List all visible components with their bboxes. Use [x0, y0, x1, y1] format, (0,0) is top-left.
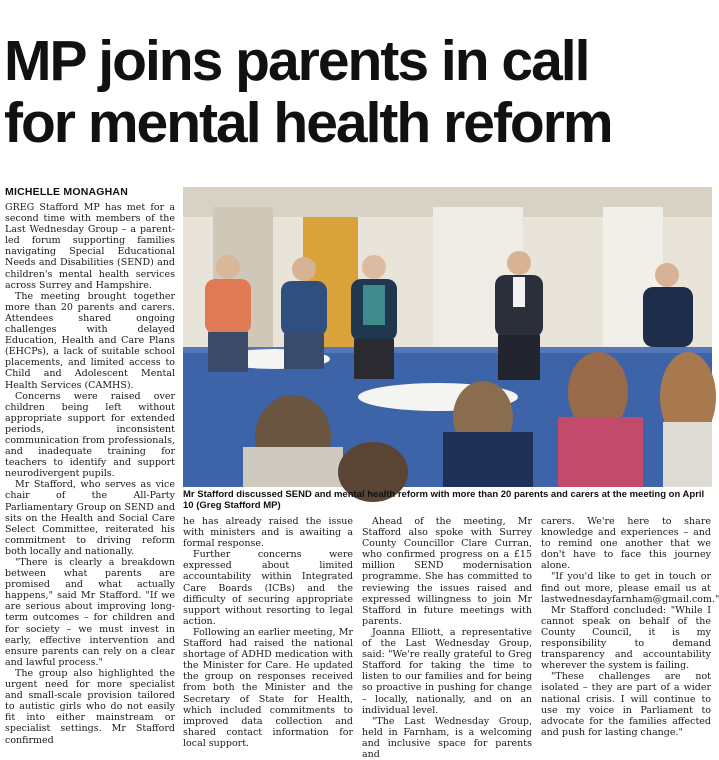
article-column-1: [5, 202, 175, 746]
paragraph: Joanna Elliott, a representative of the Last Wednesday Group, said: "We're really grateful to Greg Stafford for taking the time to listen to our families and for being so proactive in pushing for change – locally, nationally, and on an individual level.: [362, 626, 532, 716]
article-column-4: [541, 516, 719, 742]
byline: MICHELLE MONAGHAN: [5, 186, 128, 198]
paragraph: Mr Stafford, who serves as vice chair of the All-Party Parliamentary Group on SEND and sits on the Health and Social Care Select Committee, reiterated his commitment to driving reform both locally and nationally.: [5, 479, 175, 557]
meeting-photo-illustration: [183, 187, 712, 487]
meeting-photo: [183, 187, 712, 487]
paragraph: Following an earlier meeting, Mr Stafford had raised the national shortage of ADHD medication with the Minister for Care. He updated the group on responses received from both the Minister and the Secretary of State for Health, which included commitments to improved data collection and shared contact information for local support.: [183, 626, 353, 749]
paragraph: GREG Stafford MP has met for a second time with members of the Last Wednesday Group – a parent-led forum supporting families navigating Special Educational Needs and Disabilities (SEND) and children's mental health services across Surrey and Hampshire.: [5, 202, 175, 291]
paragraph: carers. We're here to share knowledge and experiences – and to remind one another that we don't have to face this journey alone.: [541, 516, 711, 572]
paragraph: Further concerns were expressed about limited accountability within Integrated Care Boards (ICBs) and the difficulty of securing appropriate support without resorting to legal action.: [183, 549, 353, 627]
headline-line-2: for mental health reform: [4, 91, 612, 155]
paragraph: "If you'd like to get in touch or find out more, please email us at lastwednesdayfarnham@gmail.com.": [541, 571, 719, 605]
article-column-3: [362, 516, 532, 760]
article-column-2: [183, 516, 353, 749]
paragraph: he has already raised the issue with ministers and is awaiting a formal response.: [183, 516, 353, 550]
headline: [4, 30, 712, 154]
paragraph: "The Last Wednesday Group, held in Farnham, is a welcoming and inclusive space for parents and: [362, 715, 532, 760]
paragraph: Concerns were raised over children being left without appropriate support for extended periods, inconsistent communication from professionals, and inadequate training for teachers to identify and support neurodivergent pupils.: [5, 390, 175, 480]
paragraph: Ahead of the meeting, Mr Stafford also spoke with Surrey County Councillor Clare Curran, who confirmed progress on a £15 million SEND modernisation programme. She has committed to reviewing the issues raised and expressed willingness to join Mr Stafford in future meetings with parents.: [362, 516, 532, 627]
paragraph: "These challenges are not isolated – they are part of a wider national crisis. I will continue to use my voice in Parliament to advocate for the families affected and push for lasting change.": [541, 671, 711, 738]
paragraph: The meeting brought together more than 20 parents and carers. Attendees shared ongoing challenges with delayed Education, Health and Care Plans (EHCPs), a lack of suitable school placements, and limited access to Child and Adolescent Mental Health Services (CAMHS).: [5, 290, 175, 391]
paragraph: "There is clearly a breakdown between what parents are promised and what actually happens," said Mr Stafford. "If we are serious about improving long-term outcomes – for children and for society – we must invest in early, effective intervention and ensure parents can rely on a clear and lawful process.": [5, 557, 175, 668]
headline-line-1: MP joins parents in call: [4, 29, 589, 93]
photo-caption: Mr Stafford discussed SEND and mental health reform with more than 20 parents and carers at the meeting on April 10 (Greg Stafford MP): [183, 489, 705, 511]
paragraph: The group also highlighted the urgent need for more specialist and small-scale provision tailored to autistic girls who do not easily fit into either mainstream or specialist settings. Mr Stafford confirmed: [5, 667, 175, 746]
paragraph: Mr Stafford concluded: "While I cannot speak on behalf of the County Council, it is my responsibility to demand transparency and accountability wherever the system is failing.: [541, 604, 711, 672]
